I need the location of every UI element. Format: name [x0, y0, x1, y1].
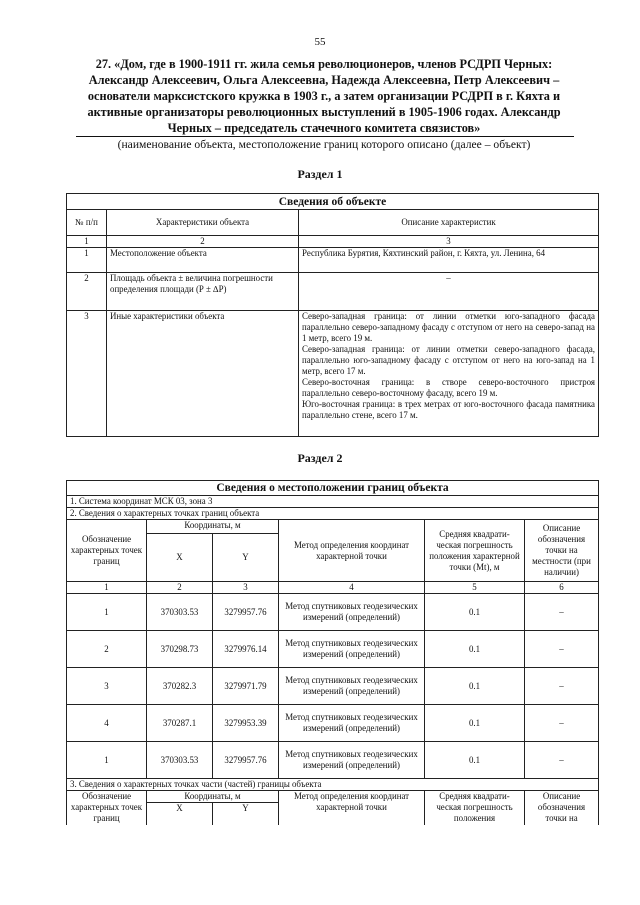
table-row	[67, 631, 599, 668]
point-y: 3279957.76	[213, 742, 279, 779]
col-number: 4	[279, 582, 425, 594]
point-y: 3279971.79	[213, 668, 279, 705]
col-header-marker: Описание обозначения точки на местности (при наличии)	[525, 520, 599, 582]
parts-col-header-y: Y	[213, 803, 279, 825]
characteristic-other: Иные характеристики объекта	[107, 311, 299, 437]
parts-col-header-point: Обозначение характерных точек границ	[67, 791, 147, 825]
col-header-error: Средняя квадрати-ческая погрешность положения характерной точки (Mt), м	[425, 520, 525, 582]
point-x: 370303.53	[147, 742, 213, 779]
point-id: 1	[67, 742, 147, 779]
col-header-description: Описание характеристик	[299, 210, 599, 236]
col-header-y: Y	[213, 534, 279, 582]
point-error: 0.1	[425, 705, 525, 742]
point-marker: –	[525, 742, 599, 779]
object-subtitle: (наименование объекта, местоположение границ которого описано (далее – объект)	[117, 138, 531, 151]
point-error: 0.1	[425, 594, 525, 631]
title-underline	[76, 136, 574, 137]
col-header-no: № п/п	[67, 210, 107, 236]
col-header-characteristic: Характеристики объекта	[107, 210, 299, 236]
description-other	[299, 311, 599, 437]
point-x: 370287.1	[147, 705, 213, 742]
col-number: 3	[213, 582, 279, 594]
section-1-heading: Раздел 1	[297, 167, 343, 181]
point-id: 3	[67, 668, 147, 705]
row-number: 1	[67, 248, 107, 273]
page-number: 55	[314, 36, 326, 48]
point-error: 0.1	[425, 742, 525, 779]
point-y: 3279957.76	[213, 594, 279, 631]
point-method: Метод спутниковых геодезических измерений (определений)	[279, 668, 425, 705]
col-number: 5	[425, 582, 525, 594]
row-number: 3	[67, 311, 107, 437]
col-header-x: X	[147, 534, 213, 582]
points-caption: 2. Сведения о характерных точках границ объекта	[67, 508, 599, 520]
boundary-points-table	[66, 480, 599, 825]
object-info-table-title: Сведения об объекте	[67, 194, 599, 210]
row-number: 2	[67, 273, 107, 311]
coordinate-system: 1. Система координат МСК 03, зона 3	[67, 496, 599, 508]
table-row	[67, 668, 599, 705]
section-2-heading: Раздел 2	[297, 451, 343, 465]
point-y: 3279976.14	[213, 631, 279, 668]
object-info-table	[66, 193, 599, 437]
point-x: 370303.53	[147, 594, 213, 631]
boundary-description: Северо-западная граница: от линии отметки северо-западного фасада, параллельно юго-западному фасаду с отступом от него на юго-запад на 1 метр, всего 17 м.	[302, 344, 595, 376]
col-header-point: Обозначение характерных точек границ	[67, 520, 147, 582]
parts-col-header-x: X	[147, 803, 213, 825]
point-id: 4	[67, 705, 147, 742]
col-number: 3	[299, 236, 599, 248]
parts-col-header-coordinates: Координаты, м	[147, 791, 279, 803]
characteristic-area: Площадь объекта ± величина погрешности определения площади (Р ± ∆Р)	[107, 273, 299, 311]
parts-caption: 3. Сведения о характерных точках части (частей) границы объекта	[67, 779, 599, 791]
characteristic-location: Местоположение объекта	[107, 248, 299, 273]
boundary-description: Северо-восточная граница: в створе северо-восточного пристроя параллельно северо-восточному фасаду, всего 19 м.	[302, 377, 595, 398]
point-id: 1	[67, 594, 147, 631]
col-number: 1	[67, 236, 107, 248]
table-row	[67, 594, 599, 631]
object-title: 27. «Дом, где в 1900-1911 гг. жила семья революционеров, членов РСДРП Черных: Александр Алексеевич, Ольга Алексеевна, Надежда Алексеевна, Петр Алексеевич – основатели марксистского кружка в 1903 г., а затем организации РСДРП в г. Кяхта и активные организаторы революционных выступлений в 1905-1906 годах. Александр Черных – председатель стачечного комитета связистов»	[87, 57, 561, 135]
boundary-table-title: Сведения о местоположении границ объекта	[67, 481, 599, 496]
point-x: 370282.3	[147, 668, 213, 705]
col-number: 6	[525, 582, 599, 594]
parts-col-header-marker: Описание обозначения точки на	[525, 791, 599, 825]
table-row	[67, 705, 599, 742]
col-number: 2	[147, 582, 213, 594]
description-area: –	[299, 273, 599, 311]
col-number: 1	[67, 582, 147, 594]
point-id: 2	[67, 631, 147, 668]
point-method: Метод спутниковых геодезических измерений (определений)	[279, 705, 425, 742]
parts-col-header-method: Метод определения координат характерной точки	[279, 791, 425, 825]
point-method: Метод спутниковых геодезических измерений (определений)	[279, 631, 425, 668]
boundary-description: Юго-восточная граница: в трех метрах от юго-восточного фасада памятника параллельно стене, всего 17 м.	[302, 399, 595, 420]
col-number: 2	[107, 236, 299, 248]
point-method: Метод спутниковых геодезических измерений (определений)	[279, 742, 425, 779]
point-marker: –	[525, 631, 599, 668]
point-error: 0.1	[425, 668, 525, 705]
description-location: Республика Бурятия, Кяхтинский район, г. Кяхта, ул. Ленина, 64	[299, 248, 599, 273]
boundary-description: Северо-западная граница: от линии отметки юго-западного фасада параллельно северо-западному фасаду с отступом от него на северо-запад на 1 метр, всего 19 м.	[302, 311, 595, 343]
point-x: 370298.73	[147, 631, 213, 668]
point-error: 0.1	[425, 631, 525, 668]
point-marker: –	[525, 668, 599, 705]
table-row	[67, 742, 599, 779]
col-header-coordinates: Координаты, м	[147, 520, 279, 534]
col-header-method: Метод определения координат характерной точки	[279, 520, 425, 582]
point-marker: –	[525, 705, 599, 742]
point-marker: –	[525, 594, 599, 631]
point-method: Метод спутниковых геодезических измерений (определений)	[279, 594, 425, 631]
point-y: 3279953.39	[213, 705, 279, 742]
parts-col-header-error: Средняя квадрати-ческая погрешность положения	[425, 791, 525, 825]
